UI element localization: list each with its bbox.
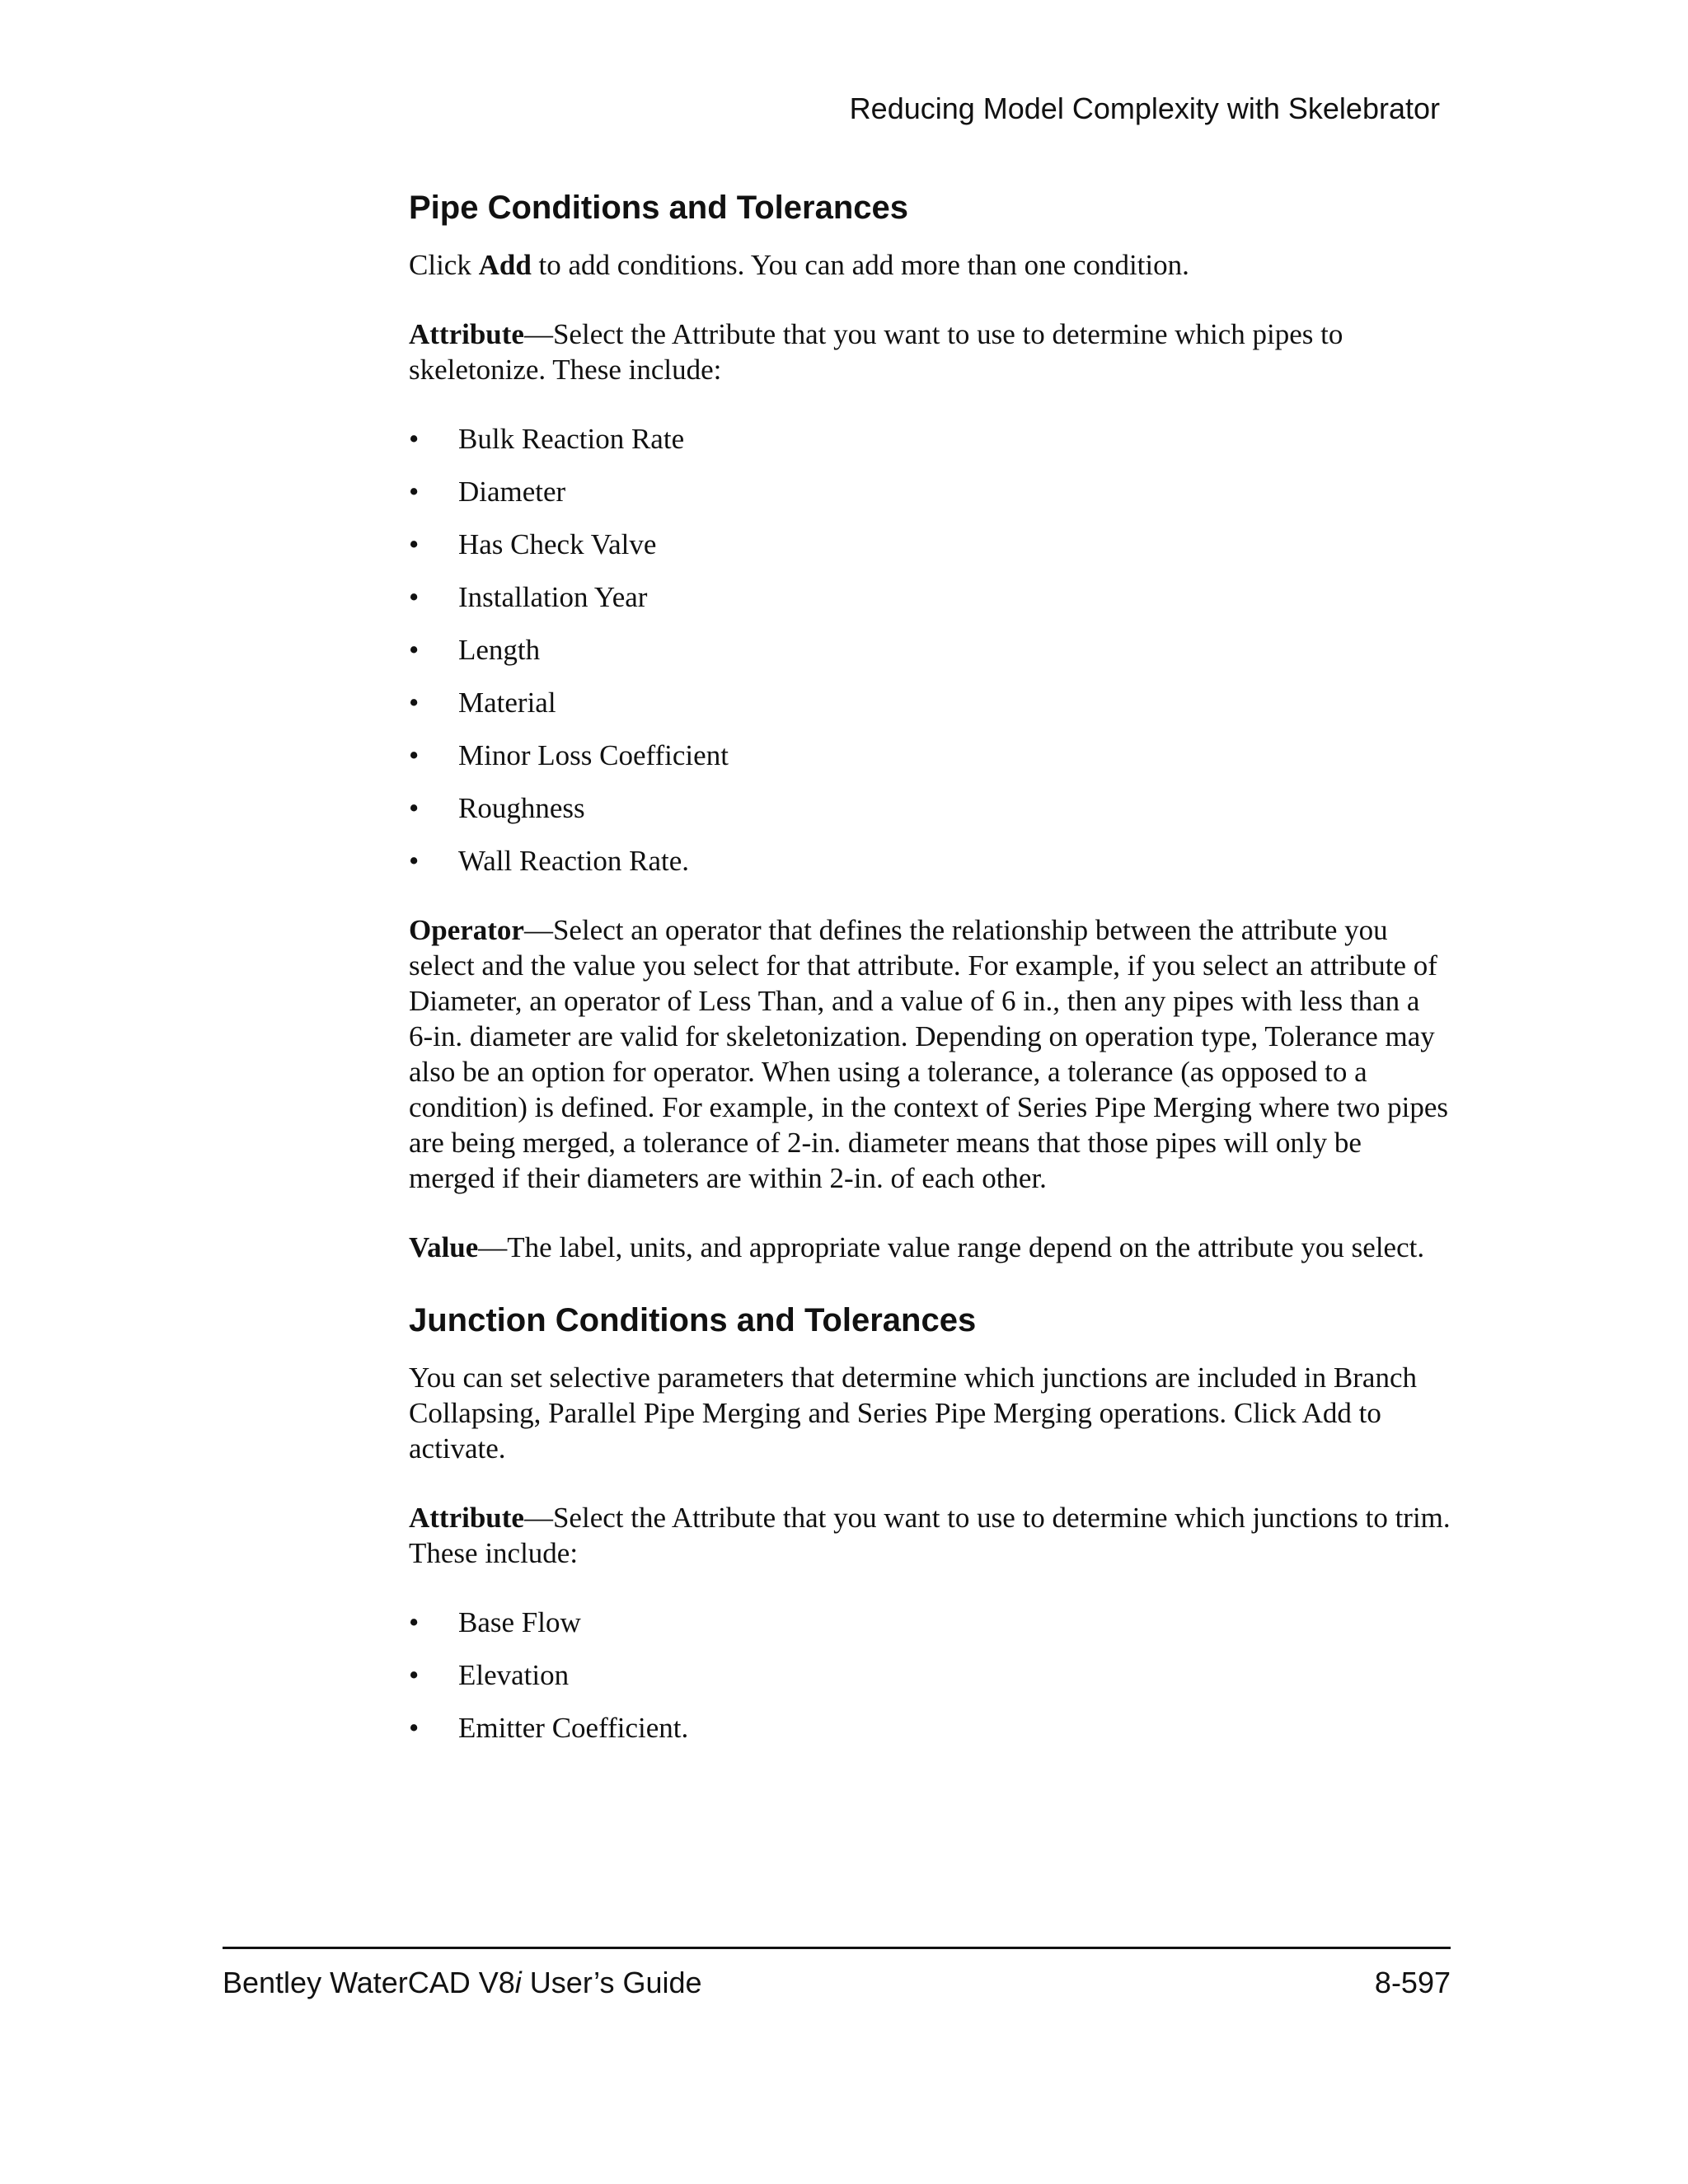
bullet-mark: •: [409, 476, 420, 508]
bullet-mark: •: [409, 845, 420, 877]
bullet-mark: •: [409, 1712, 420, 1744]
pipe-attribute-list-item: [409, 738, 1451, 773]
bullet-mark: •: [409, 423, 420, 455]
junction-attribute-item-label: Base Flow: [458, 1606, 581, 1638]
junction-attribute-list-item: [409, 1605, 1451, 1640]
footer-rule: [223, 1947, 1451, 1949]
pipe-attribute-item-label: Bulk Reaction Rate: [458, 423, 685, 455]
junction-attribute-item-label: Emitter Coefficient.: [458, 1712, 689, 1744]
footer-guide-title: [223, 1965, 702, 2001]
pipe-attribute-paragraph: [409, 316, 1451, 387]
value-text: —The label, units, and appropriate value range depend on the attribute you select.: [478, 1231, 1425, 1263]
pipe-attribute-list-item: [409, 790, 1451, 826]
pipe-attribute-list: [409, 421, 1451, 879]
pipe-attribute-item-label: Material: [458, 687, 556, 719]
running-header: Reducing Model Complexity with Skelebrator: [849, 91, 1440, 125]
bullet-mark: •: [409, 739, 420, 771]
bullet-mark: •: [409, 634, 420, 666]
bullet-mark: •: [409, 581, 420, 613]
pipe-attribute-list-item: [409, 474, 1451, 509]
junction-attribute-paragraph: [409, 1500, 1451, 1571]
page-body: [409, 186, 1451, 1779]
junction-attribute-list: [409, 1605, 1451, 1746]
page-number: 8-597: [1374, 1966, 1451, 1999]
footer-guide-suffix: User’s Guide: [521, 1966, 702, 1999]
value-paragraph: [409, 1230, 1451, 1265]
add-keyword: Add: [478, 249, 532, 281]
pipe-attribute-text: —Select the Attribute that you want to use to determine which pipes to skeletonize. These include:: [409, 318, 1343, 386]
pipe-attribute-term: Attribute: [409, 318, 524, 350]
pipe-intro-suffix: to add conditions. You can add more than one condition.: [531, 249, 1189, 281]
pipe-attribute-item-label: Diameter: [458, 476, 566, 508]
junction-attribute-text: —Select the Attribute that you want to use to determine which junctions to trim. These include:: [409, 1502, 1451, 1569]
pipe-attribute-list-item: [409, 421, 1451, 457]
pipe-intro-paragraph: [409, 247, 1451, 283]
pipe-attribute-list-item: [409, 579, 1451, 615]
bullet-mark: •: [409, 1659, 420, 1691]
pipe-attribute-item-label: Wall Reaction Rate.: [458, 845, 689, 877]
pipe-attribute-list-item: [409, 843, 1451, 879]
pipe-attribute-item-label: Minor Loss Coefficient: [458, 739, 729, 771]
pipe-attribute-list-item: [409, 527, 1451, 562]
pipe-intro-prefix: Click: [409, 249, 479, 281]
junction-attribute-term: Attribute: [409, 1502, 524, 1534]
operator-term: Operator: [409, 914, 524, 946]
bullet-mark: •: [409, 687, 420, 719]
pipe-attribute-item-label: Installation Year: [458, 581, 648, 613]
bullet-mark: •: [409, 792, 420, 824]
pipe-attribute-item-label: Length: [458, 634, 541, 666]
operator-paragraph: [409, 912, 1451, 1196]
junction-conditions-heading: Junction Conditions and Tolerances: [409, 1302, 977, 1338]
operator-text: —Select an operator that defines the relationship between the attribute you select and the value you select for that attribute. For example, if you select an attribute of Diameter, an operator of Less Than, and a value of 6 in., then any pipes with less than a 6-in. diameter are valid for skeletonization. Depending on operation type, Tolerance may also be an option for operator. When using a tolerance, a tolerance (as opposed to a condition) is defined. For example, in the context of Series Pipe Merging where two pipes are being merged, a tolerance of 2-in. diameter means that those pipes will only be merged if their diameters are within 2-in. of each other.: [409, 914, 1449, 1194]
bullet-mark: •: [409, 528, 420, 560]
footer-guide-prefix: Bentley WaterCAD V8: [223, 1966, 515, 1999]
pipe-attribute-item-label: Has Check Valve: [458, 528, 657, 560]
value-term: Value: [409, 1231, 479, 1263]
junction-attribute-item-label: Elevation: [458, 1659, 570, 1691]
pipe-conditions-heading: Pipe Conditions and Tolerances: [409, 190, 909, 226]
junction-attribute-list-item: [409, 1657, 1451, 1693]
pipe-attribute-item-label: Roughness: [458, 792, 585, 824]
pipe-attribute-list-item: [409, 632, 1451, 668]
junction-attribute-list-item: [409, 1710, 1451, 1746]
footer-guide-italic: i: [514, 1966, 522, 1999]
junction-intro-paragraph: You can set selective parameters that determine which junctions are included in Branch Collapsing, Parallel Pipe Merging and Series Pipe Merging operations. Click Add to activate.: [409, 1361, 1417, 1465]
pipe-attribute-list-item: [409, 685, 1451, 720]
bullet-mark: •: [409, 1606, 420, 1638]
